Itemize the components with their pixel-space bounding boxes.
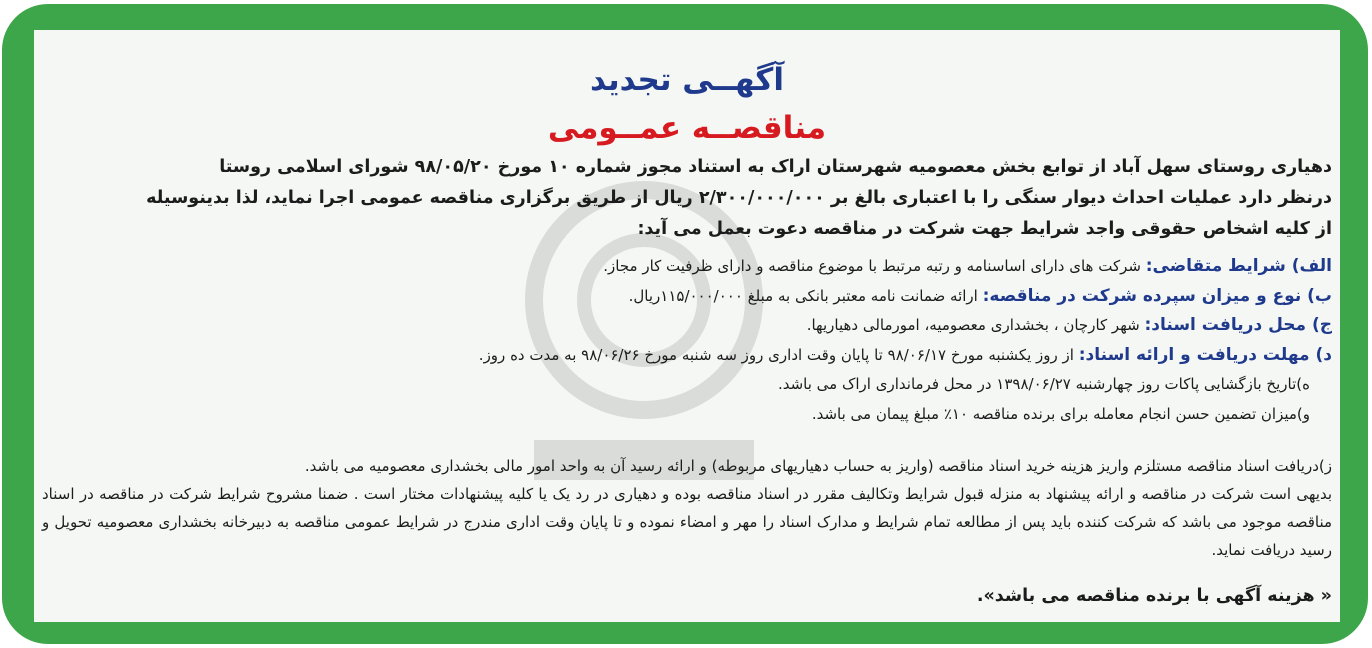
terms-line: ز)دریافت اسناد مناقصه مستلزم واریز هزینه خرید اسناد مناقصه (واریز به حساب دهیاریهای مربوطه) و ارائه رسید آن به واحد امور مالی بخشداری معصومیه می باشد.: [304, 457, 1332, 475]
notice-panel: [34, 30, 1340, 622]
notice-title: آگهــی تجدید: [590, 62, 784, 98]
intro-paragraph: [42, 152, 1332, 245]
intro-line: از کلیه اشخاص حقوقی واجد شرایط جهت شرکت در مناقصه دعوت بعمل می آید:: [637, 219, 1332, 239]
condition-label: الف) شرایط متقاضی:: [1145, 256, 1332, 276]
condition-item: [42, 252, 1332, 282]
condition-text: از روز یکشنبه مورخ ۹۸/۰۶/۱۷ تا پایان وقت اداری روز سه شنبه مورخ ۹۸/۰۶/۲۶ به مدت ده روز.: [478, 345, 1079, 364]
condition-text: شهر کارچان ، بخشداری معصومیه، امورمالی دهیاریها.: [806, 316, 1145, 334]
condition-item: [42, 370, 1332, 400]
notice-subtitle: مناقصــه عمــومی: [547, 110, 827, 146]
terms-line: بدیهی است شرکت در مناقصه و ارائه پیشنهاد به منزله قبول شرایط وتکالیف مقرر در اسناد مناقصه بوده و دهیاری در رد یک یا کلیه پیشنهادات مختار است . ضمنا مشروح شرایط شرکت در مناقصه در اسناد مناقصه موجود می باشد که شرکت کننده باید پس از مطالعه تمام شرایط و مدارک اسناد را مهر و امضاء نموده و تا پایان وقت اداری مندرج در شرایط عمومی مناقصه به دبیرخانه بخشداری معصومیه تحویل و رسید دریافت نماید.: [42, 485, 1332, 559]
condition-item: [42, 400, 1332, 430]
condition-text: شرکت های دارای اساسنامه و رتبه مرتبط با موضوع مناقصه و دارای ظرفیت کار مجاز.: [603, 257, 1146, 275]
condition-text: ه)تاریخ بازگشایی پاکات روز چهارشنبه ۱۳۹۸/۰۶/۲۷ در محل فرمانداری اراک می باشد.: [777, 375, 1310, 393]
intro-line: درنظر دارد عملیات احداث دیوار سنگی را با اعتباری بالغ بر ۲/۳۰۰/۰۰۰/۰۰۰ ریال از طریق برگزاری مناقصه عمومی اجرا نماید، لذا بدینوسیله: [146, 188, 1332, 208]
condition-item: [42, 341, 1332, 371]
condition-item: [42, 282, 1332, 312]
condition-label: ج) محل دریافت اسناد:: [1144, 315, 1332, 335]
terms-paragraph: [42, 452, 1332, 564]
conditions-list: [42, 252, 1332, 429]
condition-item: [42, 311, 1332, 341]
footer-note: « هزینه آگهی با برنده مناقصه می باشد».: [976, 586, 1332, 606]
condition-label: ب) نوع و میزان سپرده شرکت در مناقصه:: [982, 285, 1332, 306]
condition-label: د) مهلت دریافت و ارائه اسناد:: [1078, 344, 1332, 365]
green-frame: [2, 4, 1368, 644]
condition-text: و)میزان تضمین حسن انجام معامله برای برنده مناقصه ۱۰٪ مبلغ پیمان می باشد.: [811, 404, 1310, 423]
condition-text: ارائه ضمانت نامه معتبر بانکی به مبلغ ۱۱۵/۰۰۰/۰۰۰ریال.: [628, 286, 983, 305]
intro-line: دهیاری روستای سهل آباد از توابع بخش معصومیه شهرستان اراک به استناد مجوز شماره ۱۰ مورخ ۹۸/۰۵/۲۰ شورای اسلامی روستا: [219, 157, 1332, 177]
